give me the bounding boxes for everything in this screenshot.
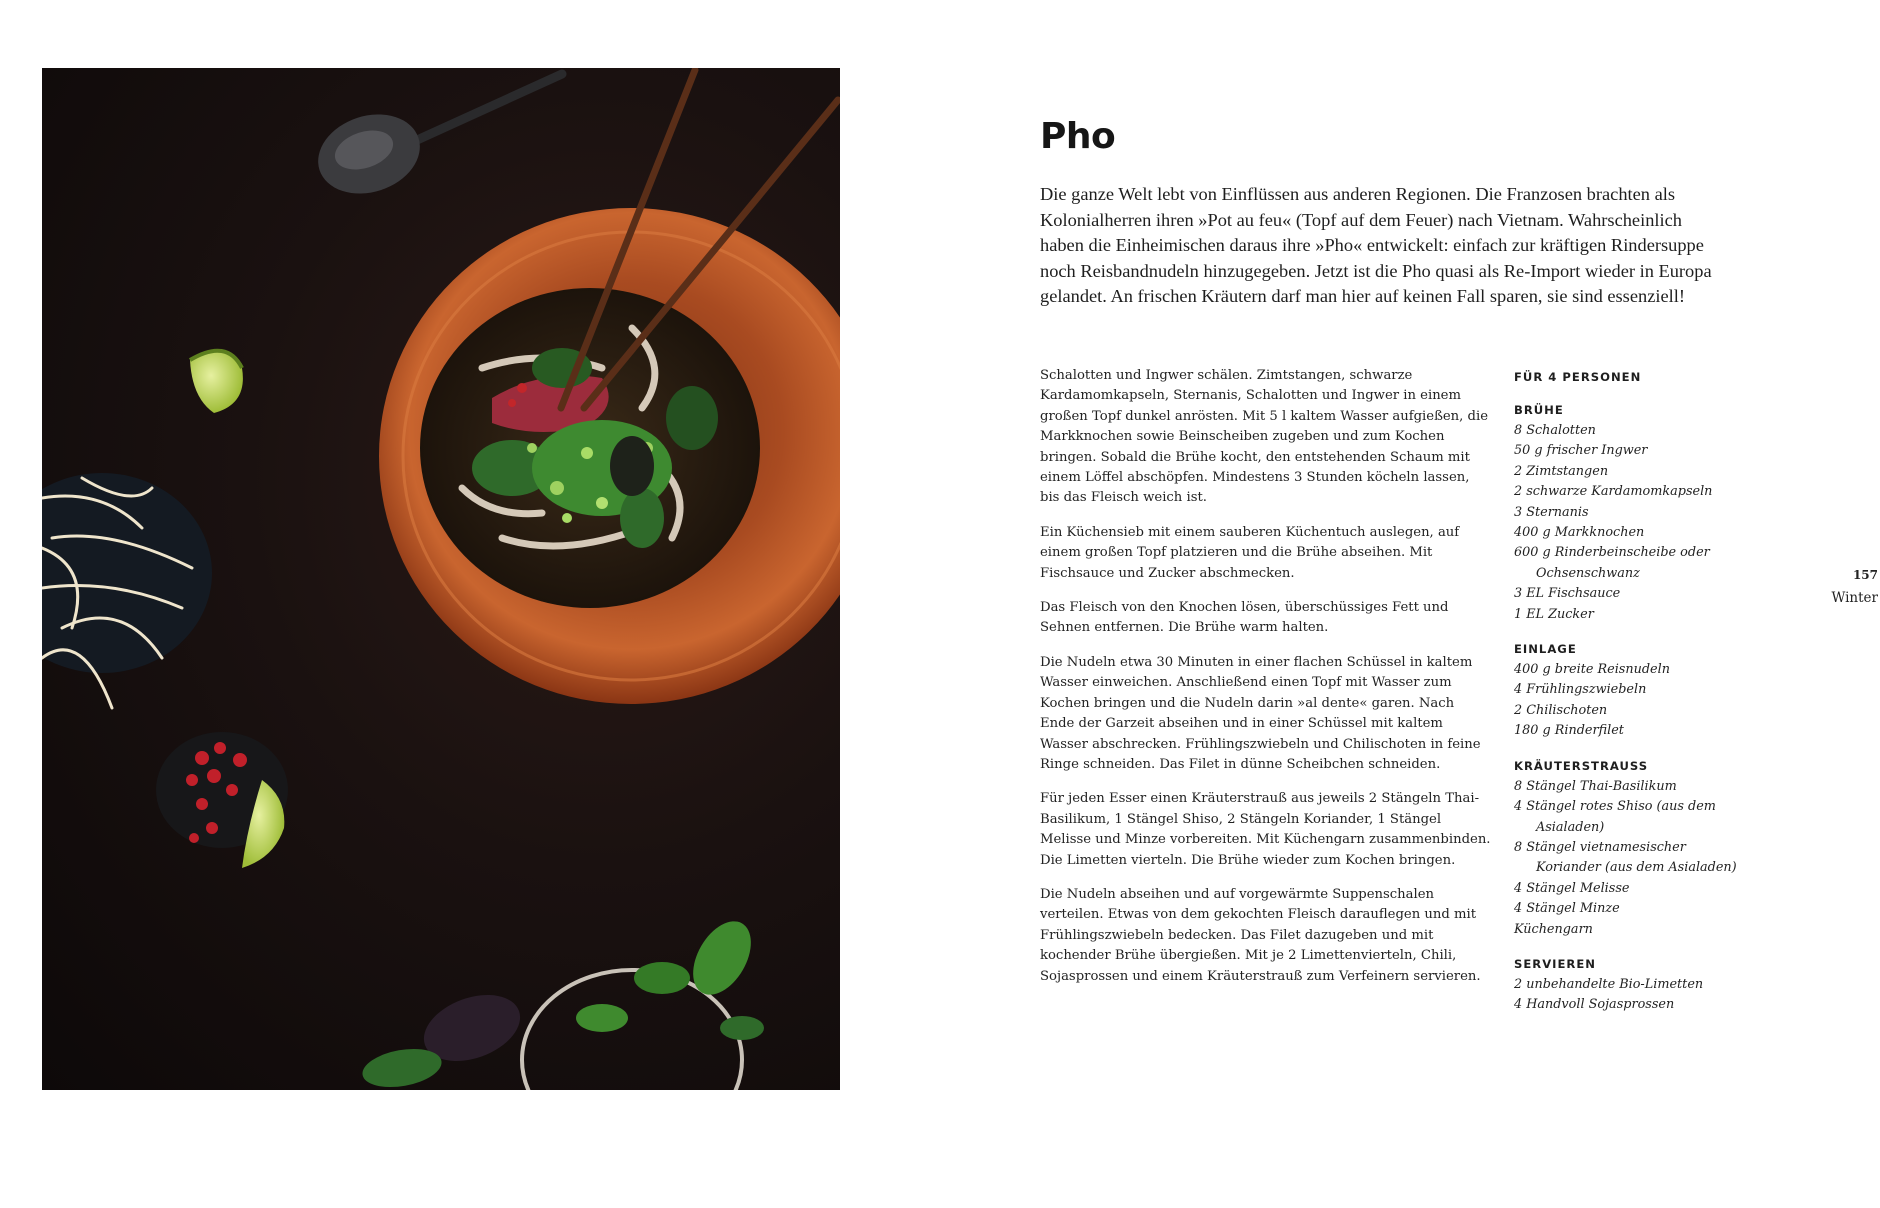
page-number: 157 <box>1852 568 1878 582</box>
ingredient-group-herb-bundle <box>1514 757 1754 940</box>
ingredient-item: 1 EL Zucker <box>1514 606 1594 622</box>
ingredient-item: 2 Zimtstangen <box>1514 463 1609 479</box>
ingredient-item: 3 Sternanis <box>1514 504 1589 520</box>
lime-wedge <box>190 351 243 413</box>
recipe-intro: Die ganze Welt lebt von Einflüssen aus anderen Regionen. Die Franzosen brachten als Kolonialherren ihren »Pot au feu« (Topf auf dem Feuer) nach Vietnam. Wahrscheinlich haben die Einheimischen daraus ihre »Pho« entwickelt: einfach zur kräftigen Rindersuppe noch Reisbandnudeln hinzugegeben. Jetzt ist die Pho quasi als Re-Import wieder in Europa gelandet. An frischen Kräutern darf man hier auf keinen Fall sparen, sie sind essenziell! <box>1040 184 1712 307</box>
ingredient-item: 4 Handvoll Sojasprossen <box>1514 997 1675 1013</box>
ingredient-item: 4 Stängel Minze <box>1514 901 1620 917</box>
step-paragraph: Die Nudeln etwa 30 Minuten in einer flachen Schüssel in kaltem Wasser einweichen. Anschließend einen Topf mit Wasser zum Kochen bringen und die Nudeln darin »al dente« garen. Nach Ende der Garzeit abseihen und in einer Schüssel mit kaltem Wasser abschrecken. Frühlingszwiebeln und Chilischoten in feine Ringe schneiden. Das Filet in dünne Scheibchen schneiden. <box>1040 654 1481 772</box>
servings-heading: FÜR 4 PERSONEN <box>1514 370 1642 384</box>
step-paragraph: Ein Küchensieb mit einem sauberen Küchentuch auslegen, auf einem großen Topf platzieren und die Brühe abseihen. Mit Fischsauce und Zucker abschmecken. <box>1040 524 1460 581</box>
ingredient-item: 2 schwarze Kardamomkapseln <box>1514 484 1713 500</box>
ingredient-item: 4 Stängel rotes Shiso (aus dem Asialaden) <box>1514 799 1716 835</box>
preparation-steps <box>1040 366 1492 1001</box>
ingredient-item: Küchengarn <box>1514 921 1593 937</box>
ingredient-item: 400 g Markknochen <box>1514 525 1645 541</box>
spoon <box>308 74 562 206</box>
step-paragraph: Die Nudeln abseihen und auf vorgewärmte Suppenschalen verteilen. Etwas von dem gekochten Fleisch darauflegen und mit Frühlingszwiebeln bedecken. Das Filet dazugeben und mit kochender Brühe übergießen. Mit je 2 Limettenvierteln, Chili, Sojasprossen und einem Kräuterstrauß zum Verfeinern servieren. <box>1040 886 1481 984</box>
fresh-herbs-bowl <box>359 911 764 1090</box>
ingredient-group-heading: KRÄUTERSTRAUSS <box>1514 758 1649 773</box>
ingredient-group-broth <box>1514 401 1754 625</box>
ingredient-item: 400 g breite Reisnudeln <box>1514 662 1670 678</box>
ingredient-item: 180 g Rinderfilet <box>1514 723 1624 739</box>
ingredient-group-serving <box>1514 955 1754 1016</box>
ingredient-item: 3 EL Fischsauce <box>1514 586 1621 602</box>
pho-photo-illustration <box>42 68 840 1090</box>
ingredient-item: 8 Stängel vietnamesischer Koriander (aus dem Asialaden) <box>1514 839 1737 876</box>
chili-and-lime-dish <box>156 732 288 868</box>
ingredients-column <box>1514 368 1754 1031</box>
step-paragraph: Schalotten und Ingwer schälen. Zimtstangen, schwarze Kardamomkapseln, Sternanis, Schalotten und Ingwer in einem großen Topf dunkel anrösten. Mit 5 l kaltem Wasser aufgießen, die Markknochen sowie Beinscheiben zugeben und zum Kochen bringen. Sobald die Brühe kocht, den entstehenden Schaum mit einem Löffel abschöpfen. Mindestens 3 Stunden köcheln lassen, bis das Fleisch weich ist. <box>1040 368 1489 506</box>
step-paragraph: Das Fleisch von den Knochen lösen, überschüssiges Fett und Sehnen entfernen. Die Brühe warm halten. <box>1040 600 1449 636</box>
ingredient-item: 4 Stängel Melisse <box>1514 880 1630 896</box>
chapter-label: Winter <box>1831 590 1878 606</box>
ingredient-item: 4 Frühlingszwiebeln <box>1514 682 1647 698</box>
ingredient-item: 2 Chilischoten <box>1514 702 1608 718</box>
ingredient-item: 8 Schalotten <box>1514 423 1596 438</box>
ingredient-group-heading: SERVIEREN <box>1514 956 1596 971</box>
ingredient-item: 50 g frischer Ingwer <box>1514 443 1648 459</box>
ingredient-item: 600 g Rinderbeinscheibe oder Ochsenschwanz <box>1514 545 1710 581</box>
step-paragraph: Für jeden Esser einen Kräuterstrauß aus jeweils 2 Stängeln Thai-Basilikum, 1 Stängel Shiso, 2 Stängeln Koriander, 1 Stängel Melisse und Minze vorbereiten. Mit Küchengarn zusammenbinden. Die Limetten vierteln. Die Brühe wieder zum Kochen bringen. <box>1040 791 1491 868</box>
pho-bowl-photo <box>42 68 840 1090</box>
recipe-title: Pho <box>1040 116 1116 157</box>
bean-sprouts <box>42 473 212 708</box>
ingredient-item: 2 unbehandelte Bio-Limetten <box>1514 976 1704 992</box>
ingredient-group-filling <box>1514 640 1754 742</box>
ingredient-item: 8 Stängel Thai-Basilikum <box>1514 778 1677 794</box>
ingredient-group-heading: EINLAGE <box>1514 642 1577 657</box>
ingredient-group-heading: BRÜHE <box>1514 403 1564 417</box>
